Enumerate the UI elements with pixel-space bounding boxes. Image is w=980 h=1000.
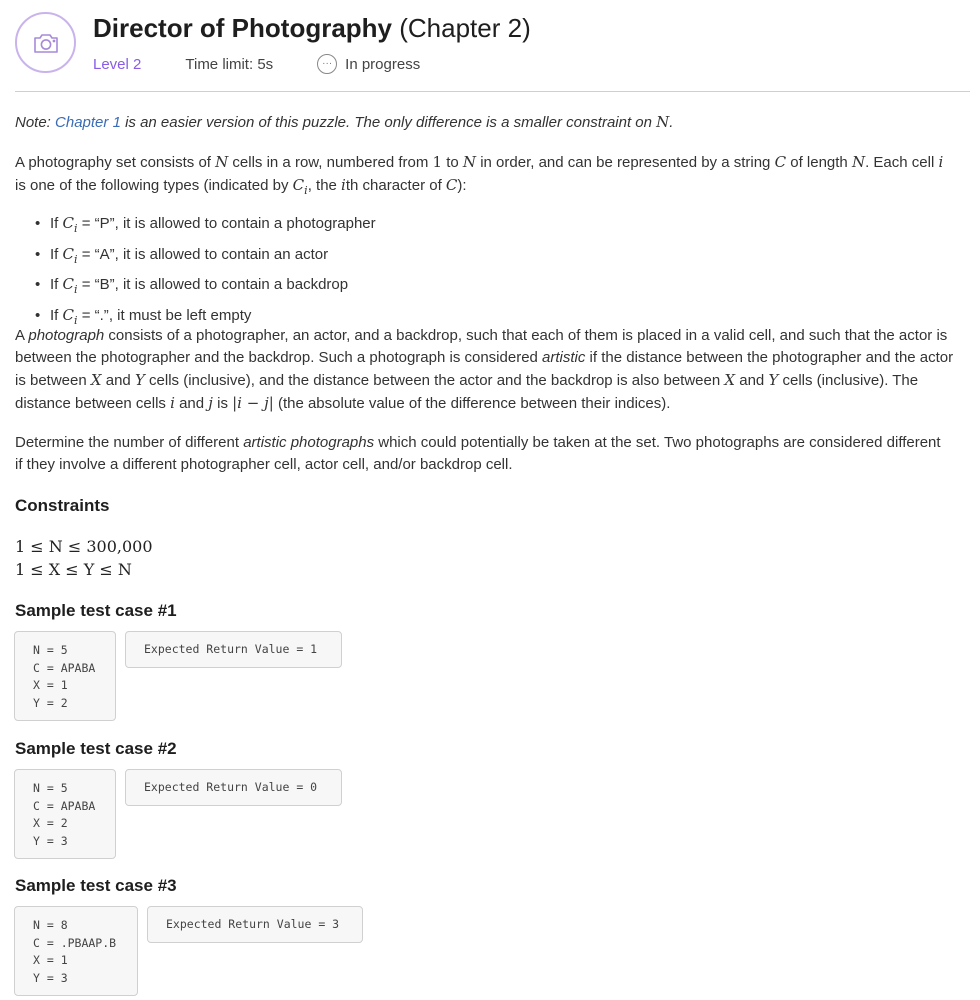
constraint-line: 1 ≤ N ≤ 300,000 1 ≤ X ≤ Y ≤ N <box>15 537 153 579</box>
sample-heading-2: Sample test case #2 <box>15 739 177 758</box>
camera-icon <box>15 12 76 73</box>
sample-expected-1: Expected Return Value = 1 <box>125 631 342 668</box>
sample-input-1: N = 5 C = APABA X = 1 Y = 2 <box>14 631 116 721</box>
sample-heading-3: Sample test case #3 <box>15 876 177 895</box>
time-limit: Time limit: 5s <box>185 55 274 73</box>
chapter-1-link[interactable]: Chapter 1 <box>55 114 121 131</box>
status-text: In progress <box>345 55 421 73</box>
level-badge: Level 2 <box>93 55 142 73</box>
sample-expected-3: Expected Return Value = 3 <box>147 906 363 943</box>
page-title: Director of Photography (Chapter 2) <box>93 13 531 43</box>
sample-expected-2: Expected Return Value = 0 <box>125 769 342 806</box>
determine-paragraph: Determine the number of different artistic photographs which could potentially be taken at the set. Two photographs are considered different if they involve a different photographer cell, actor cell, and/or backdrop cell. <box>15 434 941 473</box>
problem-header <box>15 12 970 92</box>
ellipsis-icon: ··· <box>317 54 337 74</box>
list-item: • If $C_i$ = “A”, it is allowed to contain an actor <box>35 242 376 273</box>
cell-type-list <box>35 211 376 333</box>
problem-meta <box>93 54 420 74</box>
note-paragraph: Note: Chapter 1 is an easier version of this puzzle. The only difference is a smaller constraint on N. <box>15 113 674 131</box>
photograph-paragraph: A photograph consists of a photographer, an actor, and a backdrop, such that each of them is placed in a valid cell, and such that the actor is between the photographer and the backdrop. Such a photograph is considered artistic if the distance between the photographer and the actor is between X and Y cells (inclusive), and the distance between the actor and the backdrop is also between X and Y cells (inclusive). The distance between cells i and j is |i − j| (the absolute value of the difference between their indices). <box>15 327 954 412</box>
intro-paragraph: A photography set consists of N cells in a row, numbered from 1 to N in order, and can be represented by a string C of length N. Each cell i is one of the following types (indicated by $C_i$, the ith character of C): <box>15 153 944 197</box>
sample-input-2: N = 5 C = APABA X = 2 Y = 3 <box>14 769 116 859</box>
constraints-heading: Constraints <box>15 496 110 515</box>
list-item: • If $C_i$ = “.”, it must be left empty <box>35 303 376 334</box>
list-item: • If $C_i$ = “P”, it is allowed to contain a photographer <box>35 211 376 242</box>
sample-heading-1: Sample test case #1 <box>15 601 177 620</box>
sample-input-3: N = 8 C = .PBAAP.B X = 1 Y = 3 <box>14 906 138 996</box>
list-item: • If $C_i$ = “B”, it is allowed to contain a backdrop <box>35 272 376 303</box>
status-indicator <box>317 54 420 74</box>
